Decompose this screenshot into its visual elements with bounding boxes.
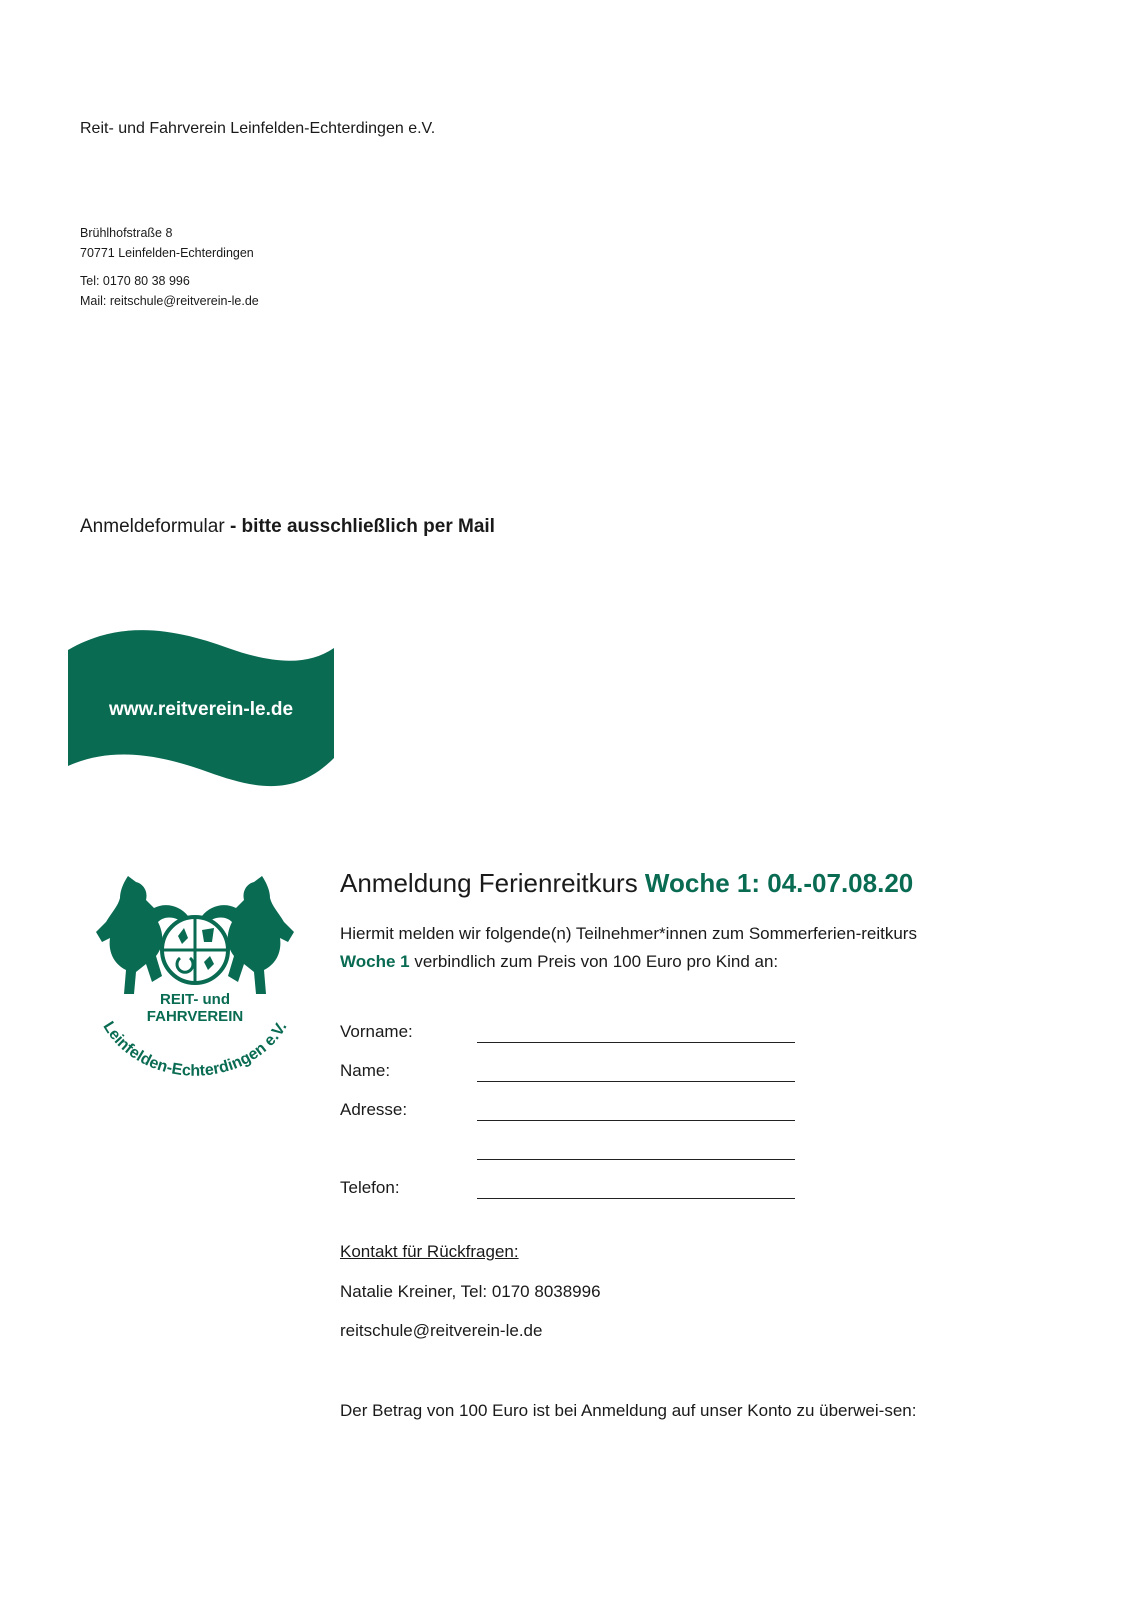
intro-part1: Hiermit melden wir folgende(n) Teilnehmer*innen zum Sommerferien-reitkurs bbox=[340, 924, 917, 943]
form-title bbox=[80, 516, 495, 538]
logo-text-line2: FAHRVEREIN bbox=[146, 1008, 244, 1025]
phone-label: Telefon: bbox=[340, 1178, 400, 1197]
page-heading bbox=[340, 868, 913, 899]
intro-highlight: Woche 1 bbox=[340, 952, 410, 971]
organization-name: Reit- und Fahrverein Leinfelden-Echterdingen e.V. bbox=[80, 120, 436, 137]
intro-paragraph bbox=[340, 920, 940, 976]
contact-title: Kontakt für Rückfragen: bbox=[340, 1242, 519, 1261]
address-street: Brühlhofstraße 8 bbox=[80, 226, 173, 240]
payment-note: Der Betrag von 100 Euro ist bei Anmeldung auf unser Konto zu überwei-sen: bbox=[340, 1401, 917, 1420]
logo-arc-text: Leinfelden-Echterdingen e.V. bbox=[99, 1018, 291, 1080]
phone-field[interactable] bbox=[477, 1198, 795, 1199]
first-name-field[interactable] bbox=[477, 1042, 795, 1043]
first-name-label: Vorname: bbox=[340, 1022, 413, 1041]
name-label: Name: bbox=[340, 1061, 391, 1080]
svg-text:Leinfelden-Echterdingen e.V. bbox=[99, 1019, 290, 1080]
address-label: Adresse: bbox=[340, 1100, 408, 1119]
form-title-main: Anmeldeformular bbox=[80, 516, 225, 537]
contact-person: Natalie Kreiner, Tel: 0170 8038996 bbox=[340, 1282, 601, 1301]
logo-text-line1: REIT- und bbox=[160, 991, 230, 1008]
address-city: 70771 Leinfelden-Echterdingen bbox=[80, 246, 254, 260]
form-title-note: - bitte ausschließlich per Mail bbox=[224, 516, 495, 537]
heading-prefix: Anmeldung Ferienreitkurs bbox=[340, 868, 645, 898]
heading-highlight: Woche 1: 04.-07.08.20 bbox=[644, 868, 914, 898]
address-field-line2[interactable] bbox=[477, 1159, 795, 1160]
address-phone: Tel: 0170 80 38 996 bbox=[80, 274, 190, 288]
contact-mail[interactable]: reitschule@reitverein-le.de bbox=[340, 1321, 543, 1340]
address-field-line1[interactable] bbox=[477, 1120, 795, 1121]
name-field[interactable] bbox=[477, 1081, 795, 1082]
club-logo bbox=[84, 872, 306, 1084]
address-mail: Mail: reitschule@reitverein-le.de bbox=[80, 294, 259, 308]
intro-part2: verbindlich zum Preis von 100 Euro pro Kind an: bbox=[409, 952, 779, 971]
website-link[interactable]: www.reitverein-le.de bbox=[108, 699, 294, 720]
